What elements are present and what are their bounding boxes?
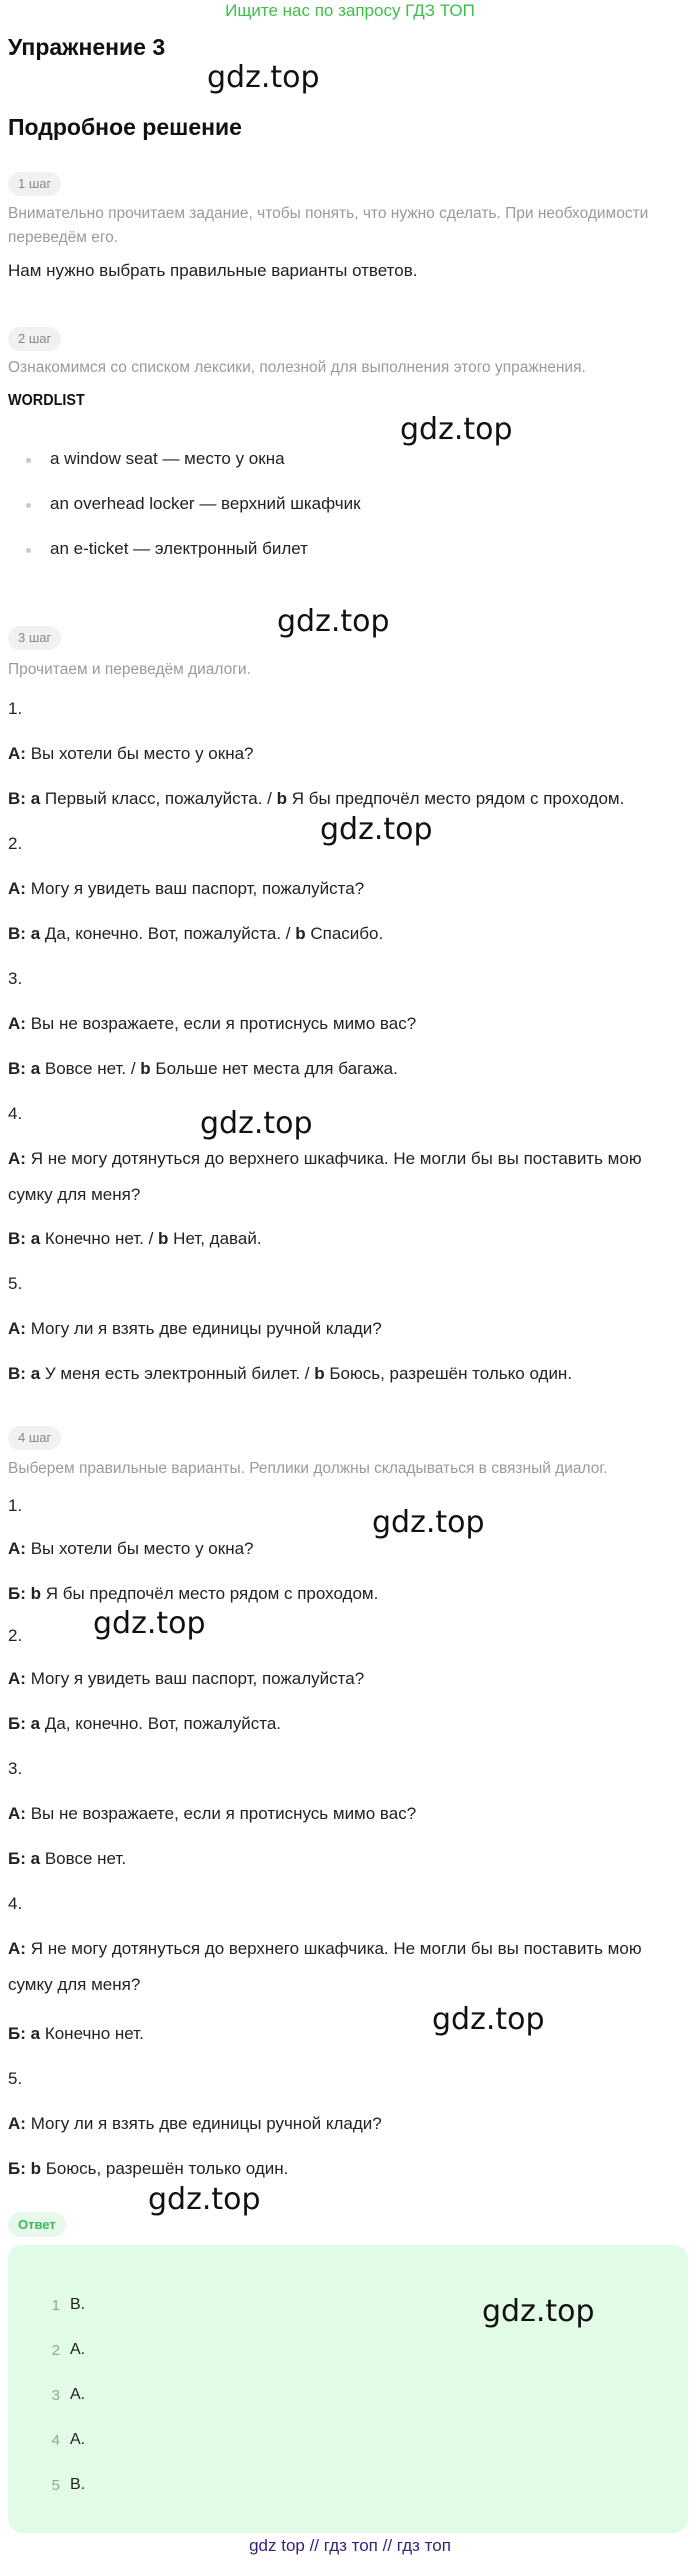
step2-hint: Ознакомимся со списком лексики, полезной для выполнения этого упражнения. [8,359,586,376]
answer-number: 3 [51,2387,60,2404]
dialog-number: 2. [8,1626,23,1645]
dialog-number: 5. [8,2069,23,2088]
answer-value: B. [70,2476,86,2493]
dialog-line-a [8,1316,692,1342]
speaker-label: Б: [8,2024,26,2043]
dialog-line-a [8,1536,692,1562]
option-letter: b [30,2159,42,2178]
dialog-text: Конечно нет. [44,2024,144,2043]
top-banner[interactable]: Ищите нас по запросу ГДЗ ТОП [225,1,475,20]
dialog-text: Боюсь, разрешён только один. [45,2159,289,2178]
option-letter: a [30,1059,41,1078]
dialog-text: Я бы предпочёл место рядом с проходом. [291,789,625,808]
step3-hint: Прочитаем и переведём диалоги. [8,661,251,678]
dialog-text: Нет, давай. [173,1229,262,1248]
answer-value: B. [70,2296,86,2313]
option-letter: b [295,924,306,943]
step-badge-3: 3 шаг [8,626,61,650]
answer-value: A. [70,2431,86,2448]
dialog-text: Я бы предпочёл место рядом с проходом. [45,1584,379,1603]
speaker-label: B: [8,924,26,943]
wordlist-item: a window seat — место у окна [50,449,285,468]
step1-text: Нам нужно выбрать правильные варианты ответов. [8,261,418,280]
speaker-label: А: [8,1669,26,1688]
bullet-icon [26,458,31,463]
speaker-label: B: [8,789,26,808]
option-letter: a [30,789,41,808]
dialog-text: Да, конечно. Вот, пожалуйста. [44,1714,282,1733]
dialog-line-a [8,1011,692,1037]
dialog-line-b [8,2156,692,2182]
wordlist-item: an overhead locker — верхний шкафчик [50,494,361,513]
dialog-text: Вы хотели бы место у окна? [30,1539,254,1558]
dialog-line-b [8,1581,692,1607]
page-title: Упражнение 3 [8,34,166,60]
wordlist-item: an e-ticket — электронный билет [50,539,308,558]
dialog-text: Вовсе нет. / [44,1059,136,1078]
option-letter: a [30,924,41,943]
watermark: gdz.top [482,2294,595,2329]
option-letter: b [140,1059,151,1078]
dialog-line-b [8,921,692,947]
speaker-label: A: [8,879,26,898]
dialog-line-b [8,2021,692,2047]
option-letter: a [30,1714,41,1733]
dialog-text: Я не могу дотянуться до верхнего шкафчика. Не могли бы вы поставить мою [30,1939,642,1958]
watermark: gdz.top [93,1606,206,1641]
dialog-text: Да, конечно. Вот, пожалуйста. / [44,924,291,943]
dialog-text: Могу я увидеть ваш паспорт, пожалуйста? [30,1669,365,1688]
bullet-icon [26,548,31,553]
answer-number: 5 [51,2477,60,2494]
option-letter: a [30,2024,41,2043]
dialog-line-b [8,1846,692,1872]
answer-number: 2 [51,2342,60,2359]
speaker-label: Б: [8,1849,26,1868]
dialog-line-b [8,1361,692,1387]
dialog-text: Боюсь, разрешён только один. [329,1364,573,1383]
dialog-line-b [8,1226,692,1252]
watermark: gdz.top [372,1505,485,1540]
dialog-number: 4. [8,1894,23,1913]
step-badge-1: 1 шаг [8,172,61,196]
dialog-number: 5. [8,1274,23,1293]
dialog-line-a-cont: сумку для меня? [8,1185,141,1204]
answer-number: 4 [51,2432,60,2449]
speaker-label: А: [8,1539,26,1558]
footer-links[interactable]: gdz top // гдз топ // гдз топ [249,2536,451,2555]
dialog-line-a-cont: сумку для меня? [8,1975,141,1994]
section-title: Подробное решение [8,114,242,140]
dialog-text: Первый класс, пожалуйста. / [44,789,272,808]
wordlist-heading: WORDLIST [8,392,85,409]
answer-value: A. [70,2386,86,2403]
dialog-line-a [8,1936,692,1962]
step-badge-2: 2 шаг [8,327,61,351]
option-letter: a [30,1849,41,1868]
speaker-label: А: [8,1939,26,1958]
answer-box [8,2245,688,2533]
dialog-text: Больше нет места для багажа. [155,1059,398,1078]
dialog-text: Могу я увидеть ваш паспорт, пожалуйста? [30,879,365,898]
step4-hint: Выберем правильные варианты. Реплики должны складываться в связный диалог. [8,1460,608,1477]
watermark: gdz.top [148,2182,261,2217]
speaker-label: B: [8,1364,26,1383]
dialog-text: Могу ли я взять две единицы ручной клади? [30,2114,382,2133]
speaker-label: A: [8,1149,26,1168]
watermark: gdz.top [277,604,390,639]
dialog-number: 1. [8,1496,23,1515]
speaker-label: А: [8,1804,26,1823]
speaker-label: B: [8,1059,26,1078]
speaker-label: А: [8,2114,26,2133]
dialog-text: Я не могу дотянуться до верхнего шкафчика. Не могли бы вы поставить мою [30,1149,642,1168]
dialog-line-b [8,1056,692,1082]
dialog-line-a [8,1146,692,1172]
speaker-label: A: [8,744,26,763]
dialog-text: Могу ли я взять две единицы ручной клади? [30,1319,382,1338]
option-letter: b [30,1584,42,1603]
speaker-label: Б: [8,1714,26,1733]
speaker-label: Б: [8,1584,26,1603]
answer-number: 1 [51,2297,60,2314]
dialog-line-a [8,1801,692,1827]
dialog-line-a [8,1666,692,1692]
option-letter: b [158,1229,169,1248]
watermark: gdz.top [207,60,320,95]
dialog-line-a [8,2111,692,2137]
answer-value: A. [70,2341,86,2358]
dialog-line-b [8,1711,692,1737]
speaker-label: Б: [8,2159,26,2178]
dialog-text: У меня есть электронный билет. / [44,1364,310,1383]
answer-badge: Ответ [8,2212,66,2237]
dialog-number: 4. [8,1104,23,1123]
dialog-text: Вы хотели бы место у окна? [30,744,254,763]
option-letter: a [30,1229,41,1248]
step-badge-4: 4 шаг [8,1426,61,1450]
dialog-number: 3. [8,969,23,988]
dialog-line-a [8,876,692,902]
dialog-text: Вы не возражаете, если я протиснусь мимо вас? [30,1014,417,1033]
dialog-text: Вовсе нет. [44,1849,127,1868]
watermark: gdz.top [320,812,433,847]
dialog-line-b [8,786,692,812]
watermark: gdz.top [200,1106,313,1141]
option-letter: b [276,789,287,808]
watermark: gdz.top [432,2002,545,2037]
dialog-text: Конечно нет. / [44,1229,154,1248]
bullet-icon [26,503,31,508]
dialog-number: 2. [8,834,23,853]
dialog-number: 1. [8,699,23,718]
dialog-text: Спасибо. [310,924,384,943]
dialog-line-a [8,741,692,767]
option-letter: a [30,1364,41,1383]
speaker-label: A: [8,1319,26,1338]
option-letter: b [314,1364,325,1383]
dialog-text: Вы не возражаете, если я протиснусь мимо вас? [30,1804,417,1823]
dialog-number: 3. [8,1759,23,1778]
watermark: gdz.top [400,412,513,447]
speaker-label: B: [8,1229,26,1248]
speaker-label: A: [8,1014,26,1033]
step1-hint: Внимательно прочитаем задание, чтобы понять, что нужно сделать. При необходимости переведём его. [8,205,649,246]
